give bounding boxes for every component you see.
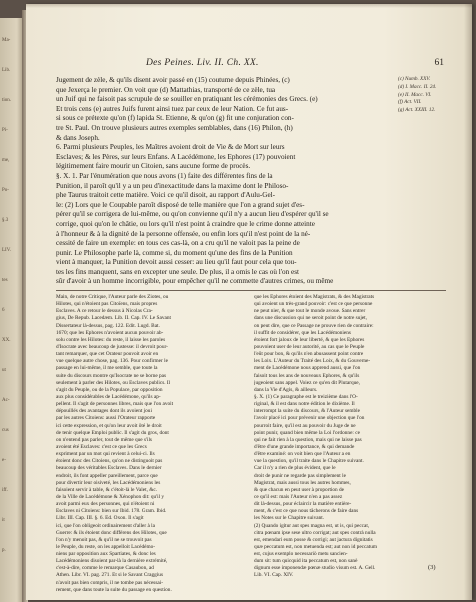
footnote-line: faisoient servir à table, & c'étoit-là le Valet, &c. — [56, 486, 158, 493]
footnote-line: ne peut nier, & que tout le monde avoue. Sans entrer — [254, 308, 366, 315]
footnote-line: jugeoient sans appel. Voiez ce qu'en dit Plutarque, — [254, 379, 360, 386]
footnote-line: (2) Quando igitur aut spes magna est, ut is, qui peccat, — [254, 522, 370, 529]
text-line: 6. Parmi plusieurs Peuples, les Maîtres avoient droit de Vie & de Mort sur leurs — [56, 143, 285, 152]
footnote-line: quæ peccatum est, non metuenda est; aut non id peccatum — [254, 543, 377, 550]
text-line: §. X. 1. Par l'énumération que nous avons (1) faite des différentes fins de la — [56, 171, 273, 180]
footnote-line: droit de punir ne regarde pas simplement le — [254, 472, 346, 479]
footnote-line: Lacédémoniens disoient par-là la dernière extrémité, — [56, 558, 168, 565]
text-line: & dans Joseph. — [56, 133, 100, 142]
footnote-line: riginal, & il est dans notre édition le dixième. Il — [254, 401, 355, 408]
footnote-line: & que chacun en peut user à proportion de — [254, 486, 345, 493]
footnote-line: le Peuple, du reste, on les appelloit Lacédémo- — [56, 543, 155, 550]
footnote-line: Hilotes, qui n'étoient pas Citoïens, mais propres — [56, 301, 158, 308]
facing-page-fragment: Pi- — [2, 128, 8, 133]
footnote-line: Guerre: & ils étoient donc différens des Hilotes, que — [56, 529, 167, 536]
footnote-line: de la Ville de Lacédémone & Xénophon dit: qu'il y — [56, 493, 165, 500]
footnote-line: étoient donc des Citoiens, qu'on ne distinguoit pas — [56, 458, 163, 465]
footnote-line: gius, De Repub. Lacedæm. Lib. II. Cap. IV. Le Savant — [56, 315, 171, 322]
footnote-line: n'avoit pas bien compris, il ne tombe pas nécessai- — [56, 579, 164, 586]
page-number: 61 — [434, 58, 444, 68]
text-line: un Juif qui ne faisoit pas scrupule de se souiller en pratiquant les cérémonies des Grecs. (e) — [56, 95, 318, 104]
footnote-line: faisoit tous les ans de nouveaux Ephores, & qu'ils — [254, 372, 360, 379]
footnote-line: d'Isocrate avec beaucoup de justesse: il devroit pour- — [56, 343, 168, 350]
text-line: pérer qu'il se corrigera de lui-même, ou qu'on convienne qu'il n'y a aucun lieu d'espérer qu'il se — [56, 210, 329, 219]
footnote-line: Main, de notre Critique, l'Auteur parle des Ziotes, ou — [56, 294, 169, 300]
text-line: cessité de faire un exemple: en tous ces cas-là, on a cru qu'il ne valoit pas la peine de — [56, 239, 300, 248]
facing-page-fragment: tion. — [2, 98, 12, 103]
footnote-line: endroit, ils font appeller pareillement, parce que — [56, 472, 158, 479]
footnote-line: qui avoient un très-grand pouvoir: c'est ce que personne — [254, 301, 373, 308]
footnote-line: que les Ephores étoient des Magistrats, & des Magistrats — [254, 294, 375, 300]
footnotes-left-column — [56, 294, 238, 594]
footnote-line: ici cette expression, et qu'on leur avoit ôté le droit — [56, 422, 162, 429]
footnote-line: étoient fort jaloux de leur liberté, & que les Ephores — [254, 336, 365, 343]
footnote-line: interrompt la suite du discours, & l'Auteur semble — [254, 408, 360, 415]
footnote-line: suite du discours montre qu'Isocrate ne se borne pas — [56, 372, 167, 379]
page-header — [56, 58, 456, 72]
footnote-line: dépouillés des avantages dont ils avoient joui — [56, 408, 152, 415]
margin-note: (e) II. Macc. VI. — [398, 91, 432, 98]
facing-page-fragment: LIV. — [2, 248, 11, 253]
footnote-line: point punir, quand bien même la Loi l'ordonne: ce — [254, 429, 360, 436]
footnote-line: Car il n'y a rien de plus évident, que le — [254, 465, 336, 472]
text-line: Jugement de zèle, & qu'ils disent avoir passé en (15) coutume depuis Phinées, (c) — [56, 76, 290, 84]
running-head: Des Peines. Liv. II. Ch. XX. — [146, 58, 259, 68]
footnote-line: Dissertateur là-dessus, pag. 122. Edit. Lugd. Bat. — [56, 322, 160, 329]
footnote-line: il suffit de considérer, que les Lacédémoniens — [254, 329, 351, 336]
text-line: Punition, il paroît qu'il y a un peu d'inexactitude dans la maxime dont le Philoso- — [56, 181, 289, 190]
facing-page-fragment: ut — [2, 368, 6, 373]
facing-page-fragment: XX. — [2, 338, 11, 343]
footnote-line: beaucoup des véritables Esclaves. Dans le dernier — [56, 465, 162, 472]
footnote-line: Magistrat, mais aussi tous les autres hommes, — [254, 479, 351, 486]
page-top-shadow — [26, 4, 472, 8]
facing-page-fragment: Ma- — [2, 38, 11, 43]
footnote-line: 1670; que les Ephores n'avoient aucun pouvoir ab- — [56, 329, 164, 336]
footnote-line: Athen. Libr. VI. pag. 271. Et si le Savant Craggius — [56, 572, 164, 579]
footnote-line: s'agit du Peuple, ou de la Populace, par opposition — [56, 386, 163, 393]
footnote-line: vue la question, qu'il traite dans le Chapitre suivant. — [254, 458, 364, 465]
page-edge-shadow — [464, 4, 472, 600]
text-line: sûr d'avoir à un homme incorrigible, pour empêcher qu'il ne commette d'autres crimes, ou même — [56, 277, 334, 286]
facing-page-fragment: cus — [2, 428, 9, 433]
footnote-line: on n'entend pas parler, tout de même que s'ils — [56, 436, 152, 443]
footnote-line: vue quelque autre chose, pag. 136. Pour confirmer le — [56, 358, 168, 365]
footnotes-right-column — [254, 294, 436, 580]
footnote-line: l'on n'y menoit pas, & qu'il ne se trouvoit pas — [56, 536, 152, 543]
footnote-line: pouvoient user de leur autorité, au cas que le Peuple — [254, 343, 365, 350]
footnote-line: d'être examiné: on voit bien que l'Auteur a en — [254, 451, 351, 458]
footnote-line: dans la Vie d'Agis, & ailleurs. — [254, 386, 318, 393]
text-line: vient à manquer, la Punition devoit aussi cesser: au lieu qu'il faut pour cela que tou- — [56, 258, 297, 267]
footnote-line: Lib. VI. Cap. XIV. — [254, 572, 294, 579]
footnote-line: solu contre les Hilotes: du reste, il laisse les paroles — [56, 336, 166, 343]
margin-note: (f) Act. VII. — [398, 99, 422, 106]
facing-page-fragment: Po- — [2, 188, 9, 193]
footnote-line: de tenir quelque Emploi public. Il s'agit du gros, dont — [56, 429, 169, 436]
footnote-rule — [56, 290, 446, 291]
footnote-line: on peut dire, que ce Passage ne prouve rien de contraire: — [254, 322, 374, 329]
footnote-line: dignum esse imponendæ pœnæ studio visum est. A. Gell. — [254, 565, 376, 572]
footnote-line: par les autres Citoiens: aussi l'Orateur rapporte — [56, 415, 156, 422]
text-line: le: (2) Lors que le Coupable paroît disposé de telle manière que l'on a grand sujet d'es- — [56, 200, 305, 209]
facing-page-fragment: it — [2, 518, 5, 523]
facing-page-fragment: iff. — [2, 488, 8, 493]
footnote-line: ment de Lacédémone nous apprend aussi, que l'on — [254, 365, 361, 372]
footnote-line: seulement à parler des Hilotes, ou Esclaves publics. Il — [56, 379, 171, 386]
margin-note: (c) Numb. XXV. — [398, 76, 431, 82]
facing-page-fragment: Ac- — [2, 398, 10, 403]
text-line: corrige, quoi qu'on le châtie, ou lors qu'il n'est point à craindre que le crime donne atteinte — [56, 219, 315, 228]
facing-page-edge — [0, 18, 24, 602]
footnote-line: pour divertir leur oisiveté, les Lacédémoniens les — [56, 479, 161, 486]
footnote-line: passage en lui-même, il me semble, que toute la — [56, 365, 158, 372]
text-line: Esclaves; & les Pères, sur leurs Enfans. A Lacédémone, les Ephores (17) pouvoient — [56, 152, 296, 161]
text-line: phe Taurus traitoit cette matière. Voici ce qu'il disoit, au rapport d'Aulu-Gel- — [56, 191, 276, 200]
margin-note: (g) Act. XXIII. 12. — [398, 107, 436, 114]
footnote-line: Esclaves. A ce retour le dessus à Nicolas Cra- — [56, 308, 153, 315]
facing-page-fragment: §.3 — [2, 218, 9, 223]
footnote-line: aux plus considérables de Lacédémone, qu'ils ap- — [56, 393, 161, 400]
text-line: tes les fins manquent, sans en excepter une seule. De plus, il a omis le cas où l'on est — [56, 267, 300, 276]
footnote-line: pellent. Il s'agit de personnes libres, mais que l'on avoit — [56, 401, 174, 408]
facing-page-fragment: p. — [2, 548, 6, 553]
main-text — [56, 76, 394, 287]
facing-page-fragment: e- — [2, 458, 6, 463]
text-line: punir. Le Philosophe parle là, comme si, du moment qu'une des fins de la Punition — [56, 248, 293, 257]
footnote-line: expriment par un mot qui revient à celui-ci. Ils — [56, 451, 155, 458]
footnote-line: c'est-à-dire, comme le remarque Casaubon, ad — [56, 565, 154, 572]
footnote-line: dit là-dessus, pour éclaircir la matière entière- — [254, 501, 352, 508]
footnote-line: §. X. (1) Ce paragraphe est le treizième dans l'O- — [254, 393, 358, 400]
footnote-line: l'avoir placé ici pour prévenir une objection que l'on — [254, 415, 365, 422]
footnote-line: citra pœnam ipse sese ultro corrigat; aut spes contrà nulla — [254, 529, 376, 536]
footnote-line: ici, que l'on obligeoit ordinairement d'aller à la — [56, 522, 155, 529]
text-line: Et trois cens (e) autres Juifs furent ainsi tuez par ceux de leur Nation. Ce fut aus- — [56, 104, 289, 113]
margin-note: (d) I. Macc. II. 24. — [398, 83, 437, 90]
footnote-line: ment, & c'est ce que nous tâcherons de faire dans — [254, 508, 359, 515]
text-line: à l'honneur & à la dignité de la personne offensée, ou enfin lors qu'il n'est point de la né- — [56, 229, 311, 238]
text-line: si sous ce prétexte qu'on (f) lapida St. Etienne, & qu'on (g) fit une conjuration con- — [56, 114, 294, 123]
footnote-line: dum sit: tum quicquid ita peccatum est, non sanè — [254, 558, 358, 565]
margin-notes — [398, 76, 458, 115]
footnote-line: d'être d'une grande importance, & qui demande — [254, 443, 355, 450]
text-line: légitimement faire mourir un Citoien, sans aucune forme de procès. — [56, 162, 251, 171]
footnote-line: les Notes sur le Chapitre suivant. — [254, 515, 325, 522]
footnote-line: est, cujus exemplo necessariò metu sancien- — [254, 551, 348, 558]
footnote-line: Esclaves ni Citoiens: bien sur Ibid. 178. Gram. Ibid. — [56, 508, 167, 515]
footnote-line: niens par opposition aux Spartiates, & donc les — [56, 551, 156, 558]
footnote-line: tant remarquer, que cet Orateur pouvoit avoir en — [56, 351, 159, 358]
footnote-line: avoit parmi eux des personnes, qui n'étoient ni — [56, 501, 155, 508]
footnote-line: l'eût pour bon, & qu'ils n'en abusassent point contre — [254, 351, 364, 358]
footnote-line: ce qu'il est: mais l'Auteur n'en a pas assez — [254, 493, 343, 500]
facing-page-fragment: me, — [2, 158, 10, 163]
signature-mark: (3) — [428, 564, 436, 571]
footnote-line: avoient été Esclaves: c'est ce que les Grecs — [56, 443, 147, 450]
footnote-line: rement, que dans toute la suite du passage en question. — [56, 586, 172, 593]
facing-page-fragment: tes — [2, 278, 8, 283]
footnote-line: qui ne fait rien à la question, mais qui ne laisse pas — [254, 436, 362, 443]
footnote-line: est, emendari eum posse & corrigi; aut jactura dignitatis — [254, 536, 373, 543]
footnote-line: dans une discussion qui ne seroit point de notre sujet, — [254, 315, 367, 322]
book-page — [26, 4, 472, 600]
text-line: que Jexerça le premier. On voit que (d) Mattathias, transporté de ce zèle, tua — [56, 85, 276, 94]
facing-page-fragment: 6 — [2, 308, 5, 313]
footnote-line: les Loix. L'Auteur du Traité des Loix, & du Gouverne- — [254, 358, 371, 365]
footnote-line: Libr. III. Cap. III. §. 6. Ed. Oxon. Il s'agit — [56, 515, 144, 522]
footnote-line: pourroit faire, qu'il est au pouvoir du Juge de ne — [254, 422, 356, 429]
text-line: tre St. Paul. On trouve plusieurs autres exemples semblables, dans (16) Philon, (h) — [56, 123, 293, 132]
facing-page-fragment: Lib. — [2, 68, 11, 73]
